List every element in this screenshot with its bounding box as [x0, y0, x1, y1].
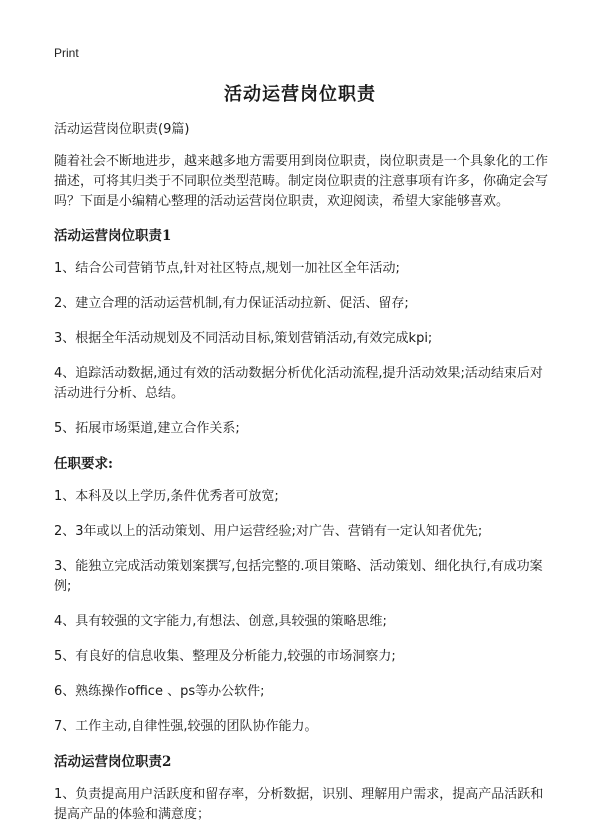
document-subtitle: 活动运营岗位职责(9篇): [54, 122, 190, 137]
section-heading: 活动运营岗位职责1: [54, 228, 172, 244]
section-heading: 活动运营岗位职责2: [54, 754, 172, 770]
section-heading: 任职要求:: [54, 456, 113, 472]
page-title: 活动运营岗位职责: [224, 84, 376, 105]
list-item: 4、具有较强的文字能力,有想法、创意,具较强的策略思维;: [54, 614, 387, 629]
list-item: 3、能独立完成活动策划案撰写,包括完整的.项目策略、活动策划、细化执行,有成功案例;: [54, 559, 543, 594]
print-link[interactable]: Print: [54, 46, 79, 60]
list-item: 1、负责提高用户活跃度和留存率，分析数据，识别、理解用户需求，提高产品活跃和提高产品的体验和满意度；: [54, 787, 544, 822]
list-item: 7、工作主动,自律性强,较强的团队协作能力。: [54, 719, 318, 734]
document-body: [54, 120, 554, 840]
list-item: 5、拓展市场渠道,建立合作关系;: [54, 421, 240, 436]
list-item: 3、根据全年活动规划及不同活动目标,策划营销活动,有效完成kpi;: [54, 331, 433, 346]
list-item: 2、3年或以上的活动策划、用户运营经验;对广告、营销有一定认知者优先;: [54, 524, 483, 539]
list-item: 1、结合公司营销节点,针对社区特点,规划一加社区全年活动;: [54, 261, 400, 276]
list-item: 2、建立合理的活动运营机制,有力保证活动拉新、促活、留存;: [54, 296, 409, 311]
list-item: 5、有良好的信息收集、整理及分析能力,较强的市场洞察力;: [54, 649, 396, 664]
intro-paragraph: 随着社会不断地进步，越来越多地方需要用到岗位职责，岗位职责是一个具象化的工作描述，可将其归类于不同职位类型范畴。制定岗位职责的注意事项有许多，你确定会写吗？下面是小编精心整理的活动运营岗位职责，欢迎阅读，希望大家能够喜欢。: [54, 154, 549, 209]
list-item: 6、熟练操作office 、ps等办公软件;: [54, 684, 265, 699]
list-item: 4、追踪活动数据,通过有效的活动数据分析优化活动流程,提升活动效果;活动结束后对活动进行分析、总结。: [54, 366, 543, 401]
list-item: 1、本科及以上学历,条件优秀者可放宽;: [54, 489, 279, 504]
